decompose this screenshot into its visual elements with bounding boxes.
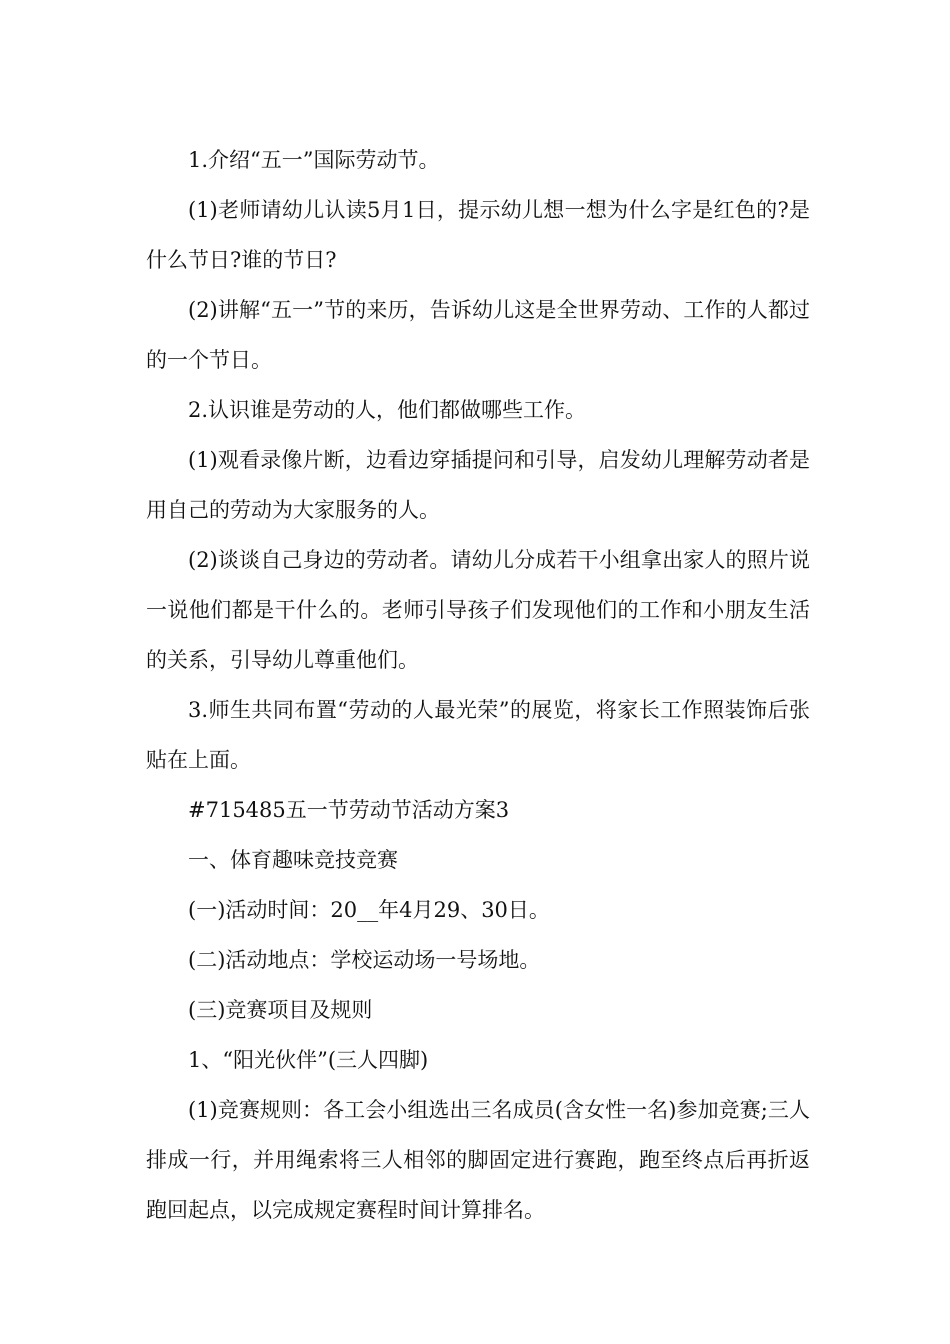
paragraph-7: 3.师生共同布置“劳动的人最光荣”的展览，将家长工作照装饰后张贴在上面。 [146,698,810,772]
paragraph-2: (1)老师请幼儿认读5月1日，提示幼儿想一想为什么字是红色的?是什么节日?谁的节日? [146,198,810,272]
paragraph-6: (2)谈谈自己身边的劳动者。请幼儿分成若干小组拿出家人的照片说一说他们都是干什么的。老师引导孩子们发现他们的工作和小朋友生活的关系，引导幼儿尊重他们。 [146,548,810,672]
paragraph-4: 2.认识谁是劳动的人，他们都做哪些工作。 [188,398,587,422]
paragraph-10: (一)活动时间：20__年4月29、30日。 [188,898,550,922]
document-body [146,135,810,1235]
paragraph-9: 一、体育趣味竞技竞赛 [188,848,398,872]
paragraph-5: (1)观看录像片断，边看边穿插提问和引导，启发幼儿理解劳动者是用自己的劳动为大家服务的人。 [146,448,810,522]
paragraph-3: (2)讲解“五一”节的来历，告诉幼儿这是全世界劳动、工作的人都过的一个节日。 [146,298,810,372]
paragraph-13: 1、“阳光伙伴”(三人四脚) [188,1048,429,1072]
paragraph-1: 1.介绍“五一”国际劳动节。 [188,148,440,172]
paragraph-11: (二)活动地点：学校运动场一号场地。 [188,948,541,972]
paragraph-12: (三)竞赛项目及规则 [188,998,373,1022]
paragraph-14: (1)竞赛规则：各工会小组选出三名成员(含女性一名)参加竞赛;三人排成一行，并用绳索将三人相邻的脚固定进行赛跑，跑至终点后再折返跑回起点，以完成规定赛程时间计算排名。 [146,1098,810,1222]
section-heading: #715485五一节劳动节活动方案3 [188,798,510,822]
